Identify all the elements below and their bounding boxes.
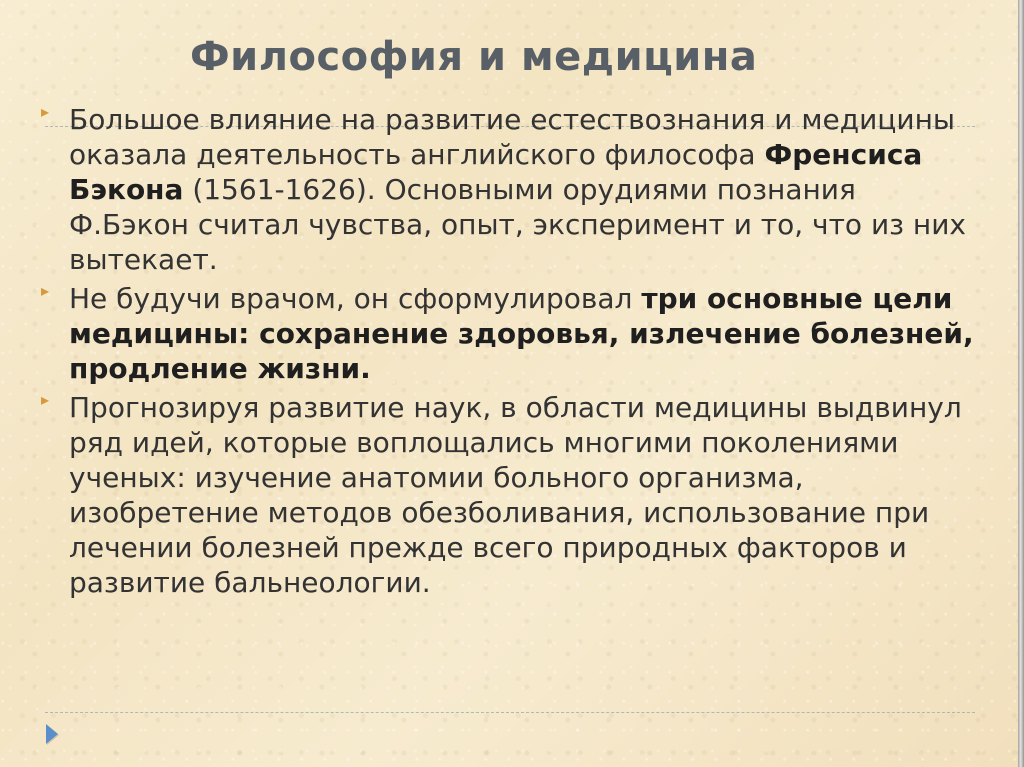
arrow-right-icon[interactable] <box>46 724 58 744</box>
bullet-text-part: Не будучи врачом, он сформулировал <box>69 282 642 315</box>
window-edge <box>1018 0 1024 767</box>
bullet-marker-icon: ▸ <box>41 390 50 409</box>
bullet-marker-icon: ▸ <box>41 281 50 300</box>
bullet-item-science-forecast <box>41 390 981 600</box>
bold-text: Френсиса Бэкона <box>69 138 923 206</box>
bullet-text-part: (1561-1626). Основными орудиями познания Ф.Бэкон считал чувства, опыт, эксперимент и то, что из них вытекает. <box>69 173 966 276</box>
bold-text: три основные цели медицины: сохранение здоровья, излечение болезней, продление жизни. <box>69 282 974 385</box>
bullet-text: Прогнозируя развитие наук, в области медицины выдвинул ряд идей, которые воплощались многими поколениями ученых: изучение анатомии больного организма, изобретение методов обезболивания, использование при лечении болезней прежде всего природных факторов и развитие бальнеологии. <box>69 391 962 599</box>
bullet-text-part: Большое влияние на развитие естествознания и медицины оказала деятельность английского философа <box>69 103 955 171</box>
bottom-divider <box>45 712 975 713</box>
slide-title: Философия и медицина <box>190 34 758 80</box>
bullet-item-bacon-influence <box>41 102 981 277</box>
bullet-list <box>41 102 981 604</box>
bullet-marker-icon: ▸ <box>41 102 50 121</box>
bullet-item-medicine-goals <box>41 281 981 386</box>
